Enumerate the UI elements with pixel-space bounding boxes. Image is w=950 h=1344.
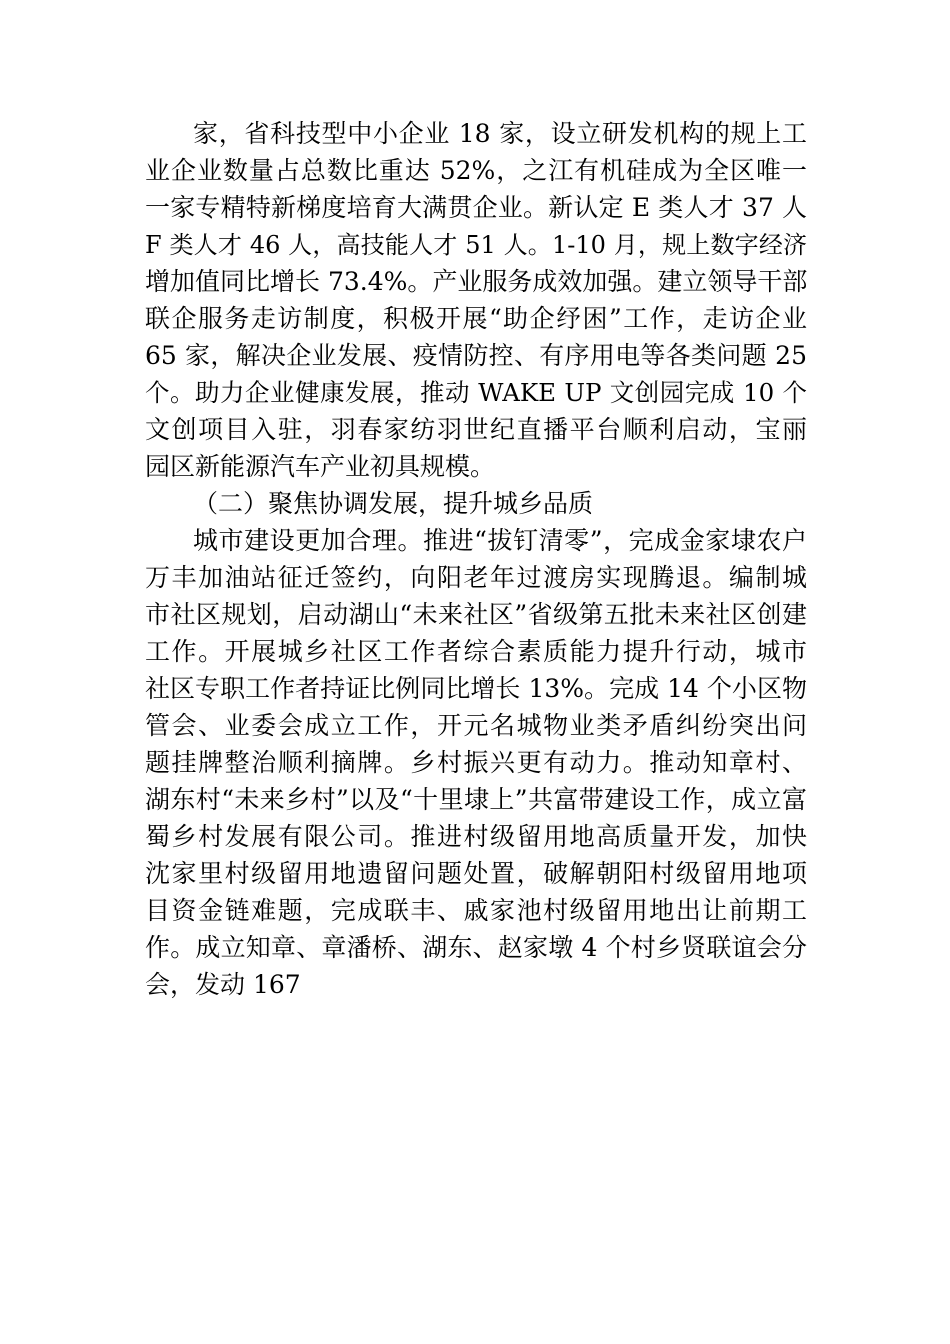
text-line: 一家专精特新梯度培育大满贯企业。新认定 E 类人才 37 人 — [145, 193, 807, 222]
text-line: 市社区规划，启动湖山“未来社区”省级第五批未来社区创建 — [145, 600, 807, 629]
text-line: 65 家，解决企业发展、疫情防控、有序用电等各类问题 25 — [145, 341, 807, 370]
text-line: 会，发动 167 — [145, 970, 301, 999]
text-line: 业企业数量占总数比重达 52%，之江有机硅成为全区唯一 — [145, 156, 807, 185]
text-line: 家，省科技型中小企业 18 家，设立研发机构的规上工 — [193, 119, 807, 148]
text-line: 作。成立知章、章潘桥、湖东、赵家墩 4 个村乡贤联谊会分 — [145, 933, 807, 962]
text-line: 园区新能源汽车产业初具规模。 — [145, 452, 496, 481]
text-line: 联企服务走访制度，积极开展“助企纾困”工作，走访企业 — [145, 304, 807, 333]
text-line: 城市建设更加合理。推进“拔钉清零”，完成金家埭农户 — [193, 526, 807, 555]
text-line: 工作。开展城乡社区工作者综合素质能力提升行动，城市 — [145, 637, 807, 666]
text-line: F 类人才 46 人，高技能人才 51 人。1-10 月，规上数字经济 — [145, 231, 807, 259]
text-line: 增加值同比增长 73.4%。产业服务成效加强。建立领导干部 — [145, 267, 808, 296]
section-heading: （二）聚焦协调发展，提升城乡品质 — [193, 489, 594, 518]
text-line: 社区专职工作者持证比例同比增长 13%。完成 14 个小区物 — [145, 674, 807, 703]
text-line: 管会、业委会成立工作，开元名城物业类矛盾纠纷突出问 — [145, 711, 807, 740]
text-line: 题挂牌整治顺利摘牌。乡村振兴更有动力。推动知章村、 — [145, 748, 807, 777]
text-line: 沈家里村级留用地遗留问题处置，破解朝阳村级留用地项 — [145, 859, 807, 888]
text-line: 蜀乡村发展有限公司。推进村级留用地高质量开发，加快 — [145, 822, 807, 851]
text-line: 文创项目入驻，羽春家纺羽世纪直播平台顺利启动，宝丽 — [145, 415, 807, 444]
text-line: 万丰加油站征迁签约，向阳老年过渡房实现腾退。编制城 — [145, 563, 807, 592]
text-line: 个。助力企业健康发展，推动 WAKE UP 文创园完成 10 个 — [145, 378, 807, 407]
text-line: 目资金链难题，完成联丰、戚家池村级留用地出让前期工 — [145, 896, 807, 925]
text-line: 湖东村“未来乡村”以及“十里埭上”共富带建设工作，成立富 — [145, 785, 807, 814]
